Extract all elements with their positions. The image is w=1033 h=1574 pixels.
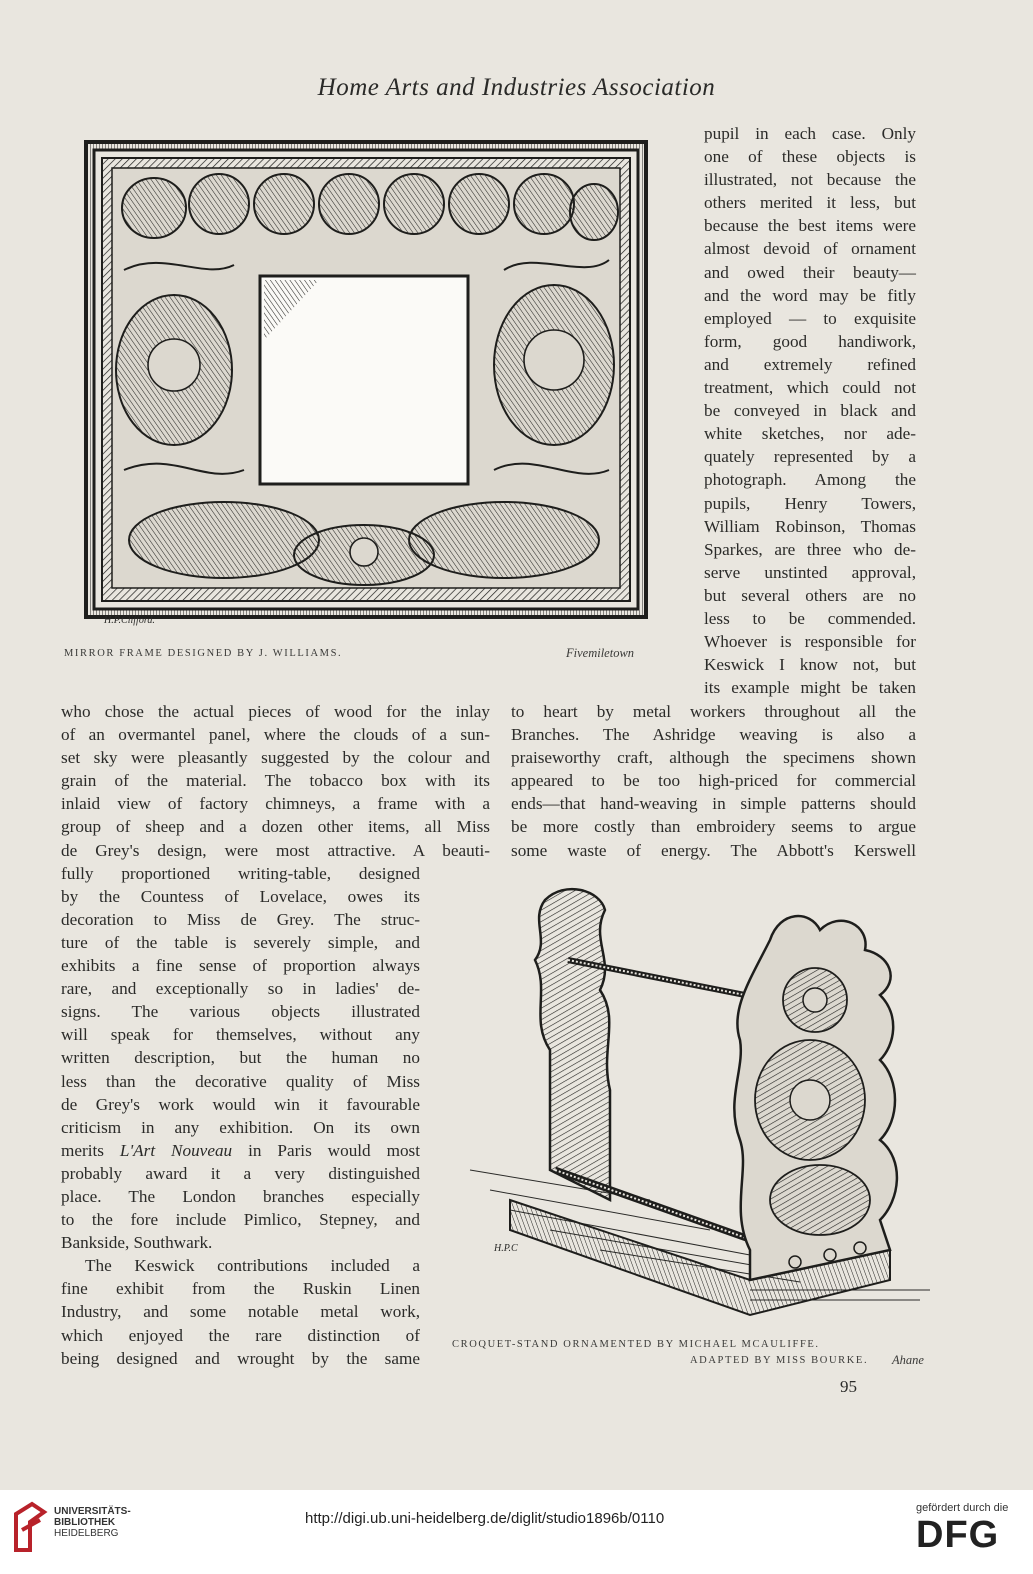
text-line: treatment, which could not	[704, 378, 916, 398]
text-line: form, good handiwork,	[704, 331, 916, 351]
text-line: praiseworthy craft, although the specimens shown	[511, 748, 916, 768]
library-name	[54, 1506, 131, 1539]
text-line: less than the decorative quality of Miss	[61, 1071, 420, 1091]
text-line: decoration to Miss de Grey. The struc-	[61, 909, 420, 929]
text-line: signs. The various objects illustrated	[61, 1002, 420, 1022]
text-line: to heart by metal workers throughout all the	[511, 702, 916, 721]
text-line: who chose the actual pieces of wood for the inlay	[61, 702, 490, 721]
text-line: pupils, Henry Towers,	[704, 493, 916, 513]
library-logo-icon	[12, 1500, 48, 1554]
funding-note: gefördert durch die	[916, 1502, 1009, 1514]
figure1-credit: Fivemiletown	[566, 646, 635, 660]
italic-title: L'Art Nouveau	[119, 1140, 233, 1160]
text-line: set sky were pleasantly suggested by the colour and	[61, 748, 490, 768]
text-line: to the fore include Pimlico, Stepney, and	[61, 1210, 420, 1230]
text-line: group of sheep and a dozen other items, all Miss	[61, 817, 490, 837]
right-column-top	[704, 122, 916, 699]
text-line: will speak for themselves, without any	[61, 1025, 420, 1045]
text-line: its example might be taken	[704, 678, 916, 698]
digitization-footer	[0, 1490, 1033, 1574]
text-line: Sparkes, are three who de-	[704, 539, 916, 559]
text-line: grain of the material. The tobacco box with its	[61, 771, 490, 791]
text-line: inlaid view of factory chimneys, a frame with a	[61, 794, 490, 814]
running-head: Home Arts and Industries Association	[317, 74, 716, 101]
figure1-caption: MIRROR FRAME DESIGNED BY J. WILLIAMS.	[64, 648, 343, 659]
text-line: being designed and wrought by the same	[61, 1348, 420, 1368]
text-line: be more costly than embroidery seems to argue	[511, 817, 916, 837]
text-line: place. The London branches especially	[61, 1186, 420, 1206]
page-number: 95	[840, 1377, 857, 1396]
figure2-signature: H.P.C	[494, 1243, 518, 1254]
text-line: fully proportioned writing-table, designed	[61, 863, 420, 883]
right-column-middle	[511, 700, 916, 862]
text-line: and the word may be fitly	[704, 285, 916, 305]
text-line: Bankside, Southwark.	[61, 1233, 213, 1253]
text-line: Keswick I know not, but	[704, 655, 916, 675]
text-line: which enjoyed the rare distinction of	[61, 1325, 420, 1345]
text-line: photograph. Among the	[704, 470, 916, 490]
text-line: ture of the table is severely simple, and	[61, 932, 420, 952]
text-line: but several others are no	[704, 585, 916, 605]
left-column	[61, 700, 490, 1370]
text-line: written description, but the human no	[61, 1048, 420, 1068]
text-line: quately represented by a	[704, 447, 916, 467]
text-line: some waste of energy. The Abbott's Kerswell	[511, 840, 916, 860]
text-fragment: merits	[61, 1140, 104, 1160]
text-line: serve unstinted approval,	[704, 562, 916, 582]
croquet-stand-illustration	[450, 870, 938, 1330]
library-line: BIBLIOTHEK	[54, 1517, 116, 1528]
text-line: fine exhibit from the Ruskin Linen	[61, 1279, 420, 1299]
library-line: UNIVERSITÄTS-	[54, 1506, 131, 1517]
text-line: rare, and exceptionally so in ladies' de-	[61, 979, 420, 999]
text-line: of an overmantel panel, where the clouds of a sun-	[61, 725, 490, 745]
text-line: white sketches, nor ade-	[704, 424, 916, 444]
text-line	[61, 1139, 420, 1162]
figure2-caption-line2: ADAPTED BY MISS BOURKE.	[690, 1355, 869, 1366]
text-line: less to be commended.	[704, 608, 916, 628]
figure2-caption-line1: CROQUET-STAND ORNAMENTED BY MICHAEL MCAULIFFE.	[452, 1339, 820, 1350]
dfg-logo: DFG	[916, 1514, 1000, 1556]
text-line: employed — to exquisite	[704, 308, 916, 328]
text-line: Whoever is responsible for	[704, 632, 916, 652]
text-line: The Keswick contributions included a	[85, 1256, 420, 1276]
text-line: Branches. The Ashridge weaving is also a	[511, 725, 916, 745]
text-line: de Grey's work would win it favourable	[61, 1094, 420, 1114]
text-line: exhibits a fine sense of proportion always	[61, 956, 420, 976]
text-line: by the Countess of Lovelace, owes its	[61, 886, 420, 906]
text-line: appeared to be too high-priced for commercial	[511, 771, 916, 791]
mirror-frame-illustration	[84, 140, 650, 620]
text-line: William Robinson, Thomas	[704, 516, 916, 536]
text-line: criticism in any exhibition. On its own	[61, 1117, 420, 1137]
document-url-link[interactable]: http://digi.ub.uni-heidelberg.de/diglit/studio1896b/0110	[305, 1510, 665, 1527]
figure2-credit: Ahane	[892, 1353, 924, 1367]
text-line: and extremely refined	[704, 354, 916, 374]
text-line: almost devoid of ornament	[704, 239, 916, 259]
text-line: probably award it a very distinguished	[61, 1163, 420, 1183]
text-line: because the best items were	[704, 216, 916, 236]
text-line: illustrated, not because the	[704, 170, 916, 190]
text-line: others merited it less, but	[704, 193, 916, 213]
text-line: Industry, and some notable metal work,	[61, 1302, 420, 1322]
text-fragment: in Paris would most	[248, 1140, 421, 1160]
text-line: de Grey's design, were most attractive. A beauti-	[61, 840, 490, 860]
figure1-signature: H.P.Clifford.	[104, 615, 155, 626]
text-line: and owed their beauty—	[704, 262, 916, 282]
text-line: be conveyed in black and	[704, 401, 916, 421]
library-line: HEIDELBERG	[54, 1528, 119, 1539]
text-line: pupil in each case. Only	[704, 124, 916, 143]
text-line: one of these objects is	[704, 147, 916, 167]
text-line: ends—that hand-weaving in simple patterns should	[511, 794, 916, 814]
